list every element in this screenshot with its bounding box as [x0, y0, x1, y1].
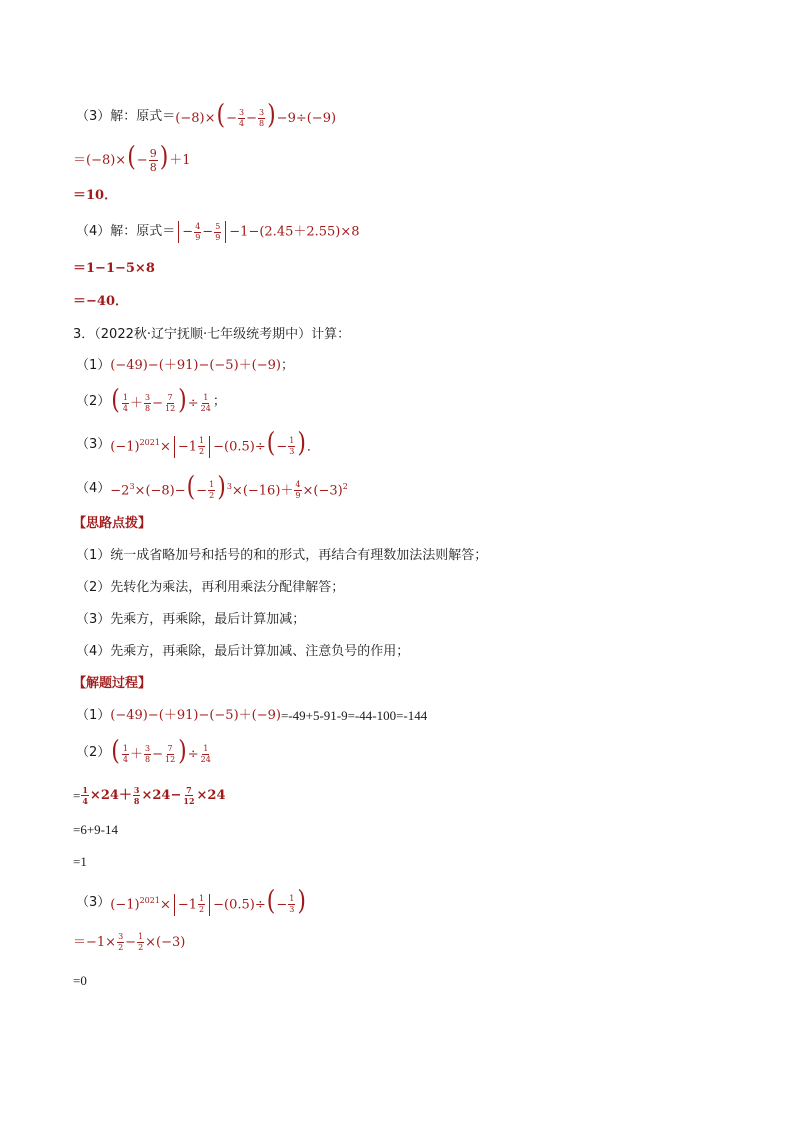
problem-item-2: （2） ( $\frac{1}{4}$ ＋ $\frac{3}{8}$ − $\frac{7}{12}$ )÷ $\frac{1}{24}$ ；: [76, 384, 226, 416]
math: $(-1)^{2021}\times -1$ $\frac{1}{2}$ −(0.5)÷(− $\frac{1}{3}$ ): [110, 886, 306, 918]
math: $-2^3\times(-8)-(-$ $\frac{1}{2}$ )$^3$×(−16)＋ $\frac{4}{9}$ $\times(-3)^2$: [110, 472, 348, 504]
solution-3-line-2: [73, 141, 191, 174]
solution-step-3a: [73, 933, 185, 953]
math: $(-1)^{2021}\times -1$ $\frac{1}{2}$ −(0.5)÷(− $\frac{1}{3}$ )．: [110, 428, 320, 460]
solution-step-3: （3） $(-1)^{2021}\times -1$ $\frac{1}{2}$ −(0.5)÷(− $\frac{1}{3}$ ): [76, 886, 306, 918]
math: ＝(−8)×(− $\frac{9}{8}$ )＋1: [73, 141, 191, 174]
math: (−8)×(− $\frac{3}{4}$ − $\frac{3}{8}$ )−9÷(−9): [175, 99, 337, 131]
solution-step-1: （1） (−49)−(＋91)−(−5)＋(−9) =-49+5-91-9=-44-100=-144: [76, 708, 428, 723]
solution-3-line-1: [76, 99, 337, 131]
solution-3-line-3: [73, 186, 117, 206]
problem-title: 3．（2022秋·辽宁抚顺·七年级统考期中）计算：: [73, 327, 351, 342]
problem-item-3: （3） $(-1)^{2021}\times -1$ $\frac{1}{2}$ −(0.5)÷(− $\frac{1}{3}$ )．: [76, 428, 320, 460]
hint-item-4: （4）先乘方，再乘除，最后计算加减、注意负号的作用；: [76, 644, 410, 659]
math: $\frac{1}{4}$ ×24＋ $\frac{3}{8}$ ×24− $\frac{7}{12}$ ×24: [82, 785, 226, 806]
math: ＝−40．: [73, 294, 128, 309]
math: ＝10．: [73, 188, 118, 203]
solution-step-2a: = $\frac{1}{4}$ ×24＋ $\frac{3}{8}$ ×24− $\frac{7}{12}$ ×24: [73, 785, 226, 806]
solution-step-2b: =6+9-14: [73, 822, 118, 837]
lead: （3）解：原式＝: [76, 109, 176, 124]
solution-4-line-2: [73, 259, 155, 279]
solution-step-2: （2） ( $\frac{1}{4}$ ＋ $\frac{3}{8}$ − $\frac{7}{12}$ )÷ $\frac{1}{24}$: [76, 735, 211, 767]
solution-step-3b: =0: [73, 973, 87, 988]
math: ＝1−1−5×8: [73, 261, 155, 276]
math: ( $\frac{1}{4}$ ＋ $\frac{3}{8}$ − $\frac{7}{12}$ )÷ $\frac{1}{24}$: [111, 384, 211, 416]
hint-item-2: （2）先转化为乘法，再利用乘法分配律解答；: [76, 580, 345, 595]
lead: （4）解：原式＝: [76, 224, 176, 239]
math: (−49)−(＋91)−(−5)＋(−9): [110, 358, 281, 373]
solution-4-line-3: [73, 292, 128, 312]
hint-item-1: （1）统一成省略加号和括号的和的形式，再结合有理数加法法则解答；: [76, 548, 488, 563]
hint-item-3: （3）先乘方，再乘除，最后计算加减；: [76, 612, 306, 627]
math: ＝−1× $\frac{3}{2}$ − $\frac{1}{2}$ ×(−3): [73, 932, 186, 952]
hint-heading: 【思路点拨】: [73, 516, 152, 531]
math: ( $\frac{1}{4}$ ＋ $\frac{3}{8}$ − $\frac{7}{12}$ )÷ $\frac{1}{24}$: [111, 735, 211, 767]
solution-4-line-1: [76, 221, 360, 243]
math: − $\frac{4}{9}$ − $\frac{5}{9}$ −1−(2.45＋2.55)×8: [175, 221, 359, 243]
problem-item-4: （4） $-2^3\times(-8)-(-$ $\frac{1}{2}$ )$^3$×(−16)＋ $\frac{4}{9}$ $\times(-3)^2$: [76, 472, 348, 504]
solution-step-2c: =1: [73, 854, 87, 869]
solution-heading: 【解题过程】: [73, 676, 152, 691]
problem-item-1: （1） (−49)−(＋91)−(−5)＋(−9) ；: [76, 356, 294, 376]
